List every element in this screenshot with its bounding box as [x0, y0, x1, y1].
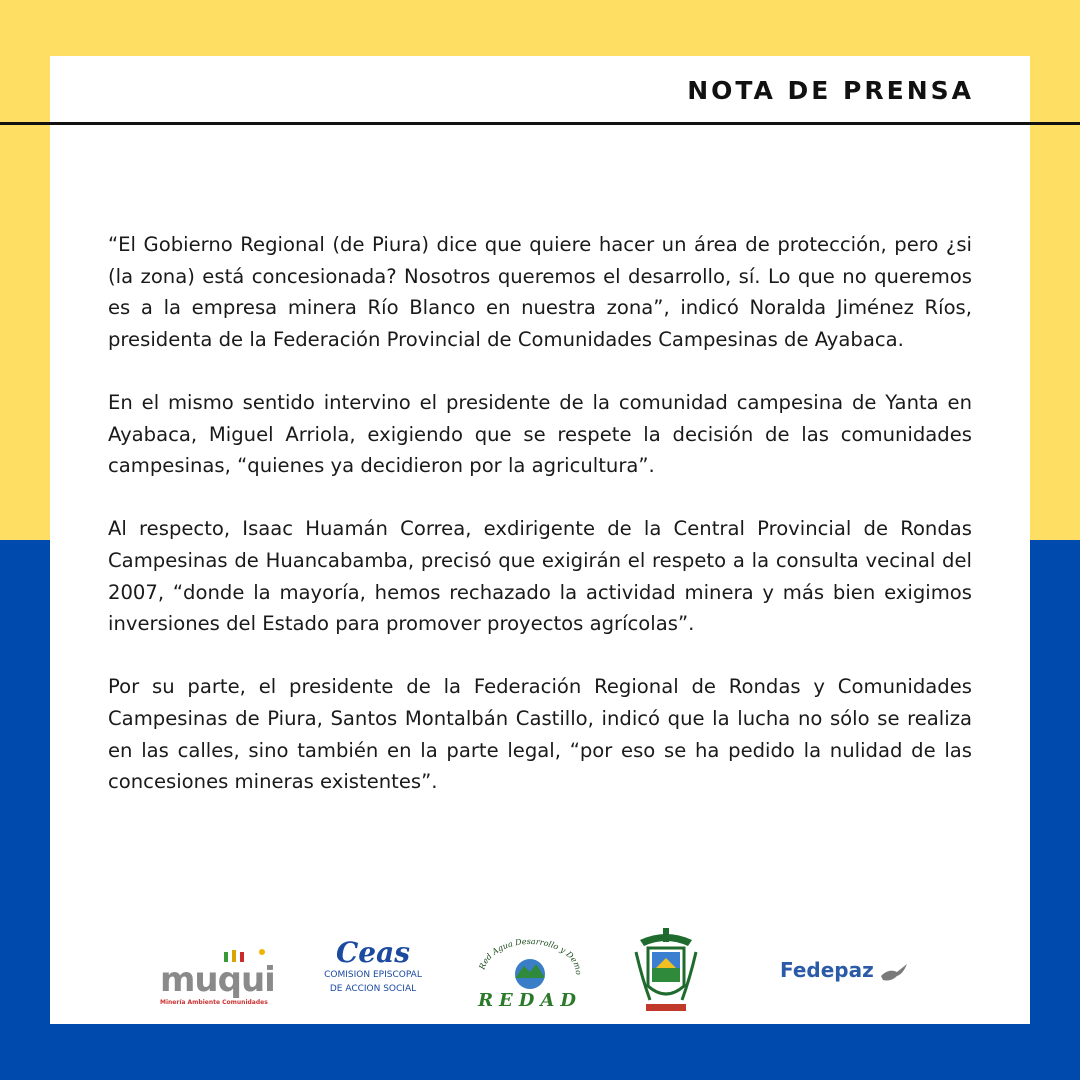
paragraph-1: “El Gobierno Regional (de Piura) dice que quiere hacer un área de protección, pero ¿si (la zona) está concesionada? Nosotros queremos el desarrollo, sí. Lo que no queremos es a la empresa minera Río Blanco en nuestra zona”, indicó Noralda Jiménez Ríos, presidenta de la Federación Provincial de Comunidades Campesinas de Ayabaca.	[108, 233, 972, 351]
muqui-logo	[160, 948, 275, 1010]
redad-logo	[470, 934, 590, 1014]
redad-emblem-icon	[470, 934, 590, 1014]
dove-icon	[879, 962, 909, 984]
ceas-wordmark: Ceas	[335, 936, 410, 969]
muqui-tagline: Minería Ambiente Comunidades	[160, 999, 268, 1006]
partner-logos	[50, 928, 1030, 1018]
ceas-line-2: DE ACCION SOCIAL	[329, 984, 417, 994]
press-release-body	[108, 229, 972, 829]
paragraph-3: Al respecto, Isaac Huamán Correa, exdirigente de la Central Provincial de Rondas Campesinas de Huancabamba, precisó que exigirán el respeto a la consulta vecinal del 2007, “donde la mayoría, hemos rechazado la actividad minera y más bien exigimos inversiones del Estado para promover proyectos agrícolas”.	[108, 517, 972, 636]
muqui-wordmark: muqui	[160, 960, 275, 1000]
page-title: NOTA DE PRENSA	[687, 76, 974, 105]
paragraph-2: En el mismo sentido intervino el presidente de la comunidad campesina de Yanta en Ayabaca, Miguel Arriola, exigiendo que se respete la decisión de las comunidades campesinas, “quienes ya decidieron por la agricultura”.	[108, 390, 972, 478]
paragraph-4: Por su parte, el presidente de la Federación Regional de Rondas y Comunidades Campesinas de Piura, Santos Montalbán Castillo, indicó que la lucha no sólo se realiza en las calles, sino también en la parte legal, “por eso se ha pedido la nulidad de las concesiones mineras existentes”.	[108, 675, 972, 794]
header-divider	[0, 122, 1080, 125]
fedepaz-logo	[780, 958, 910, 988]
ceas-line-1: COMISION EPISCOPAL	[324, 970, 422, 980]
press-release-card	[50, 56, 1030, 1024]
episcopal-coat-of-arms-icon	[630, 928, 702, 1018]
fedepaz-wordmark: Fedepaz	[780, 958, 874, 982]
ceas-logo	[318, 938, 428, 1010]
redad-arc-text: Red Agua Desarrollo y Demo	[477, 936, 584, 976]
redad-wordmark: REDAD	[478, 990, 582, 1011]
